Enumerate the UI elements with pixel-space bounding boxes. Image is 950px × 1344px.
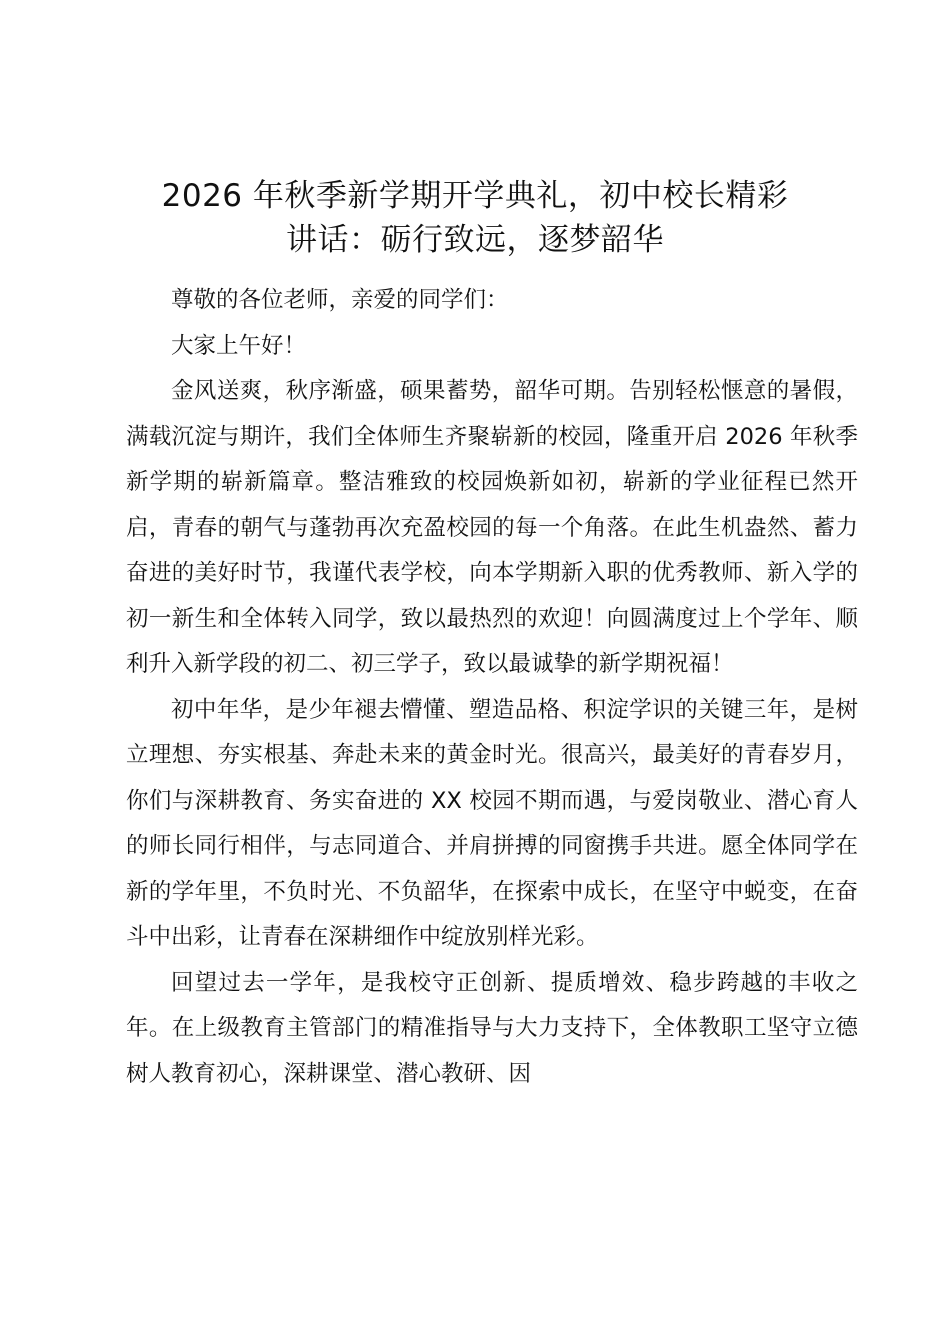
document-title	[110, 174, 840, 262]
greeting: 大家上午好！	[171, 332, 307, 359]
paragraph-junior-high-years: 初中年华，是少年褪去懵懂、塑造品格、积淀学识的关键三年，是树立理想、夯实根基、奔赴未来的黄金时光。很高兴，最美好的青春岁月，你们与深耕教育、务实奋进的 XX 校园不期而遇，与爱岗敬业、潜心育人的师长同行相伴，与志同道合、并肩拼搏的同窗携手共进。愿全体同学在新的学年里，不负时光、不负韶华，在探索中成长，在坚守中蜕变，在奋斗中出彩，让青春在深耕细作中绽放别样光彩。	[126, 696, 858, 950]
title-line-1: 2026 年秋季新学期开学典礼，初中校长精彩	[161, 178, 789, 214]
salutation: 尊敬的各位老师，亲爱的同学们：	[171, 287, 509, 313]
document-body	[126, 278, 858, 1097]
title-line-2: 讲话：砺行致远，逐梦韶华	[286, 222, 664, 258]
paragraph-opening: 金风送爽，秋序渐盛，硕果蓄势，韶华可期。告别轻松惬意的暑假，满载沉淀与期许，我们全体师生齐聚崭新的校园，隆重开启 2026 年秋季新学期的崭新篇章。整洁雅致的校园焕新如初，崭新的学业征程已然开启，青春的朝气与蓬勃再次充盈校园的每一个角落。在此生机盎然、蓄力奋进的美好时节，我谨代表学校，向本学期新入职的优秀教师、新入学的初一新生和全体转入同学，致以最热烈的欢迎！向圆满度过上个学年、顺利升入新学段的初二、初三学子，致以最诚挚的新学期祝福！	[126, 378, 858, 677]
paragraph-review: 回望过去一学年，是我校守正创新、提质增效、稳步跨越的丰收之年。在上级教育主管部门的精准指导与大力支持下，全体教职工坚守立德树人教育初心，深耕课堂、潜心教研、因	[126, 969, 858, 1087]
